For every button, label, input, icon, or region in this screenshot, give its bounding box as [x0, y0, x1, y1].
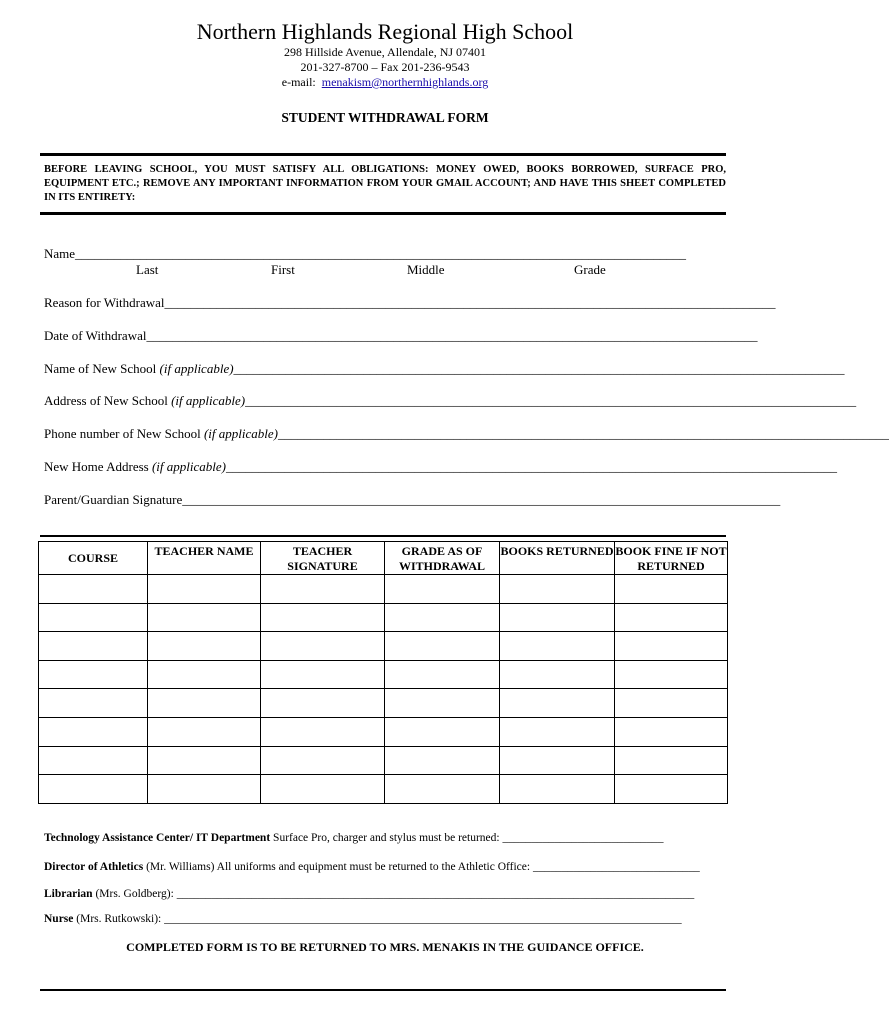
table-row	[39, 689, 728, 718]
name-label: Name	[44, 246, 76, 261]
school-phone-fax: 201-327-8700 – Fax 201-236-9543	[300, 60, 470, 74]
email-line	[0, 75, 770, 89]
reason-label: Reason for Withdrawal	[44, 295, 165, 310]
table-cell[interactable]	[385, 603, 500, 632]
table-cell[interactable]	[261, 717, 385, 746]
table-cell[interactable]	[615, 660, 728, 689]
athletics-name: Director of Athletics	[44, 861, 144, 873]
table-cell[interactable]	[39, 775, 148, 804]
if-applicable-note: (if applicable)	[203, 426, 278, 441]
new-school-address-field[interactable]: Address of New School (if applicable)______________________________________________________________________________________________	[44, 393, 857, 408]
athletics-text: (Mr. Williams) All uniforms and equipment must be returned to the Athletic Office:	[146, 861, 531, 873]
table-cell[interactable]	[39, 717, 148, 746]
tech-department-line[interactable]: Technology Assistance Center/ IT Department Surface Pro, charger and stylus must be returned: ____________________________	[44, 832, 664, 844]
name-sublabel-first: First	[271, 262, 295, 277]
table-cell[interactable]	[500, 746, 615, 775]
table-cell[interactable]	[500, 660, 615, 689]
table-cell[interactable]	[500, 775, 615, 804]
table-cell[interactable]	[39, 660, 148, 689]
table-cell[interactable]	[385, 689, 500, 718]
new-home-address-field[interactable]: New Home Address (if applicable)______________________________________________________________________________________________	[44, 459, 837, 474]
col-teacher-name: TEACHER NAME	[148, 542, 261, 575]
table-cell[interactable]	[148, 603, 261, 632]
table-row	[39, 632, 728, 661]
new-school-phone-field[interactable]: Phone number of New School (if applicable)______________________________________________________________________________________________	[44, 426, 889, 441]
name-sublabel-middle: Middle	[407, 262, 445, 277]
email-label: e-mail:	[281, 75, 316, 89]
table-cell[interactable]	[148, 746, 261, 775]
signature-label: Parent/Guardian Signature	[44, 492, 183, 507]
table-row	[39, 575, 728, 604]
table-row	[39, 775, 728, 804]
table-cell[interactable]	[615, 717, 728, 746]
table-row	[39, 717, 728, 746]
table-cell[interactable]	[148, 575, 261, 604]
col-teacher-signature: TEACHER SIGNATURE	[261, 542, 385, 575]
obligations-notice: BEFORE LEAVING SCHOOL, YOU MUST SATISFY ALL OBLIGATIONS: MONEY OWED, BOOKS BORROWED, SURFACE PRO, EQUIPMENT ETC.; REMOVE ANY IMPORTANT INFORMATION FROM YOUR GMAIL ACCOUNT; AND HAVE THIS SHEET COMPLETED IN ITS ENTIRETY:	[44, 164, 726, 203]
email-link[interactable]: menakism@northernhighlands.org	[321, 75, 489, 89]
table-cell[interactable]	[148, 775, 261, 804]
col-book-fine: BOOK FINE IF NOT RETURNED	[615, 542, 728, 575]
if-applicable-note: (if applicable)	[151, 459, 226, 474]
table-cell[interactable]	[39, 603, 148, 632]
table-cell[interactable]	[261, 746, 385, 775]
table-cell[interactable]	[500, 689, 615, 718]
librarian-name: Librarian	[44, 888, 93, 900]
table-cell[interactable]	[39, 746, 148, 775]
table-cell[interactable]	[148, 632, 261, 661]
table-cell[interactable]	[261, 660, 385, 689]
new-school-field[interactable]: Name of New School (if applicable)______________________________________________________________________________________________	[44, 361, 845, 376]
new-school-address-label: Address of New School	[44, 393, 168, 408]
table-cell[interactable]	[615, 632, 728, 661]
table-cell[interactable]	[500, 575, 615, 604]
table-row	[39, 746, 728, 775]
table-cell[interactable]	[615, 746, 728, 775]
course-table	[38, 541, 728, 804]
tech-department-text: Surface Pro, charger and stylus must be returned:	[273, 832, 500, 844]
table-cell[interactable]	[615, 775, 728, 804]
table-cell[interactable]	[261, 689, 385, 718]
table-cell[interactable]	[148, 689, 261, 718]
name-sublabel-grade: Grade	[574, 262, 606, 277]
table-cell[interactable]	[261, 775, 385, 804]
librarian-line[interactable]: Librarian (Mrs. Goldberg): __________________________________________________________________________________________	[44, 888, 695, 900]
tech-department-name: Technology Assistance Center/ IT Department	[44, 832, 271, 844]
school-name: Northern Highlands Regional High School	[196, 19, 574, 44]
return-instructions: COMPLETED FORM IS TO BE RETURNED TO MRS. MENAKIS IN THE GUIDANCE OFFICE.	[126, 940, 644, 954]
table-cell[interactable]	[148, 717, 261, 746]
divider	[40, 535, 726, 537]
table-cell[interactable]	[261, 575, 385, 604]
date-label: Date of Withdrawal	[44, 328, 147, 343]
new-home-address-label: New Home Address	[44, 459, 149, 474]
reason-field[interactable]: Reason for Withdrawal______________________________________________________________________________________________	[44, 295, 776, 310]
table-cell[interactable]	[385, 775, 500, 804]
table-cell[interactable]	[385, 575, 500, 604]
if-applicable-note: (if applicable)	[171, 393, 246, 408]
name-sublabel-last: Last	[136, 262, 159, 277]
form-title: STUDENT WITHDRAWAL FORM	[281, 110, 489, 125]
table-cell[interactable]	[385, 632, 500, 661]
table-row	[39, 660, 728, 689]
if-applicable-note: (if applicable)	[159, 361, 234, 376]
table-cell[interactable]	[500, 717, 615, 746]
col-course: COURSE	[39, 542, 148, 575]
new-school-phone-label: Phone number of New School	[44, 426, 201, 441]
table-cell[interactable]	[148, 660, 261, 689]
table-cell[interactable]	[39, 575, 148, 604]
table-cell[interactable]	[500, 603, 615, 632]
nurse-name: Nurse	[44, 913, 74, 925]
col-grade-as-of-withdrawal: GRADE AS OF WITHDRAWAL	[385, 542, 500, 575]
divider	[40, 989, 726, 991]
table-cell[interactable]	[39, 689, 148, 718]
table-cell[interactable]	[500, 632, 615, 661]
table-header-row	[39, 542, 728, 575]
table-cell[interactable]	[261, 632, 385, 661]
athletics-line[interactable]: Director of Athletics (Mr. Williams) All uniforms and equipment must be returned to the Athletic Office: _____________________________	[44, 861, 700, 873]
librarian-text: (Mrs. Goldberg):	[95, 888, 174, 900]
table-cell[interactable]	[615, 603, 728, 632]
school-address: 298 Hillside Avenue, Allendale, NJ 07401	[283, 45, 487, 59]
table-cell[interactable]	[615, 575, 728, 604]
signature-field[interactable]: Parent/Guardian Signature____________________________________________________________________________________________	[44, 492, 781, 507]
table-cell[interactable]	[261, 603, 385, 632]
table-cell[interactable]	[615, 689, 728, 718]
table-cell[interactable]	[385, 660, 500, 689]
divider	[40, 153, 726, 156]
table-cell[interactable]	[385, 746, 500, 775]
nurse-line[interactable]: Nurse (Mrs. Rutkowski): __________________________________________________________________________________________	[44, 913, 682, 925]
col-books-returned: BOOKS RETURNED	[500, 542, 615, 575]
table-cell[interactable]	[39, 632, 148, 661]
date-field[interactable]: Date of Withdrawal______________________________________________________________________________________________	[44, 328, 758, 343]
table-cell[interactable]	[385, 717, 500, 746]
table-row	[39, 603, 728, 632]
divider	[40, 212, 726, 215]
new-school-label: Name of New School	[44, 361, 157, 376]
nurse-text: (Mrs. Rutkowski):	[76, 913, 162, 925]
name-field[interactable]: Name______________________________________________________________________________________________	[44, 246, 687, 261]
